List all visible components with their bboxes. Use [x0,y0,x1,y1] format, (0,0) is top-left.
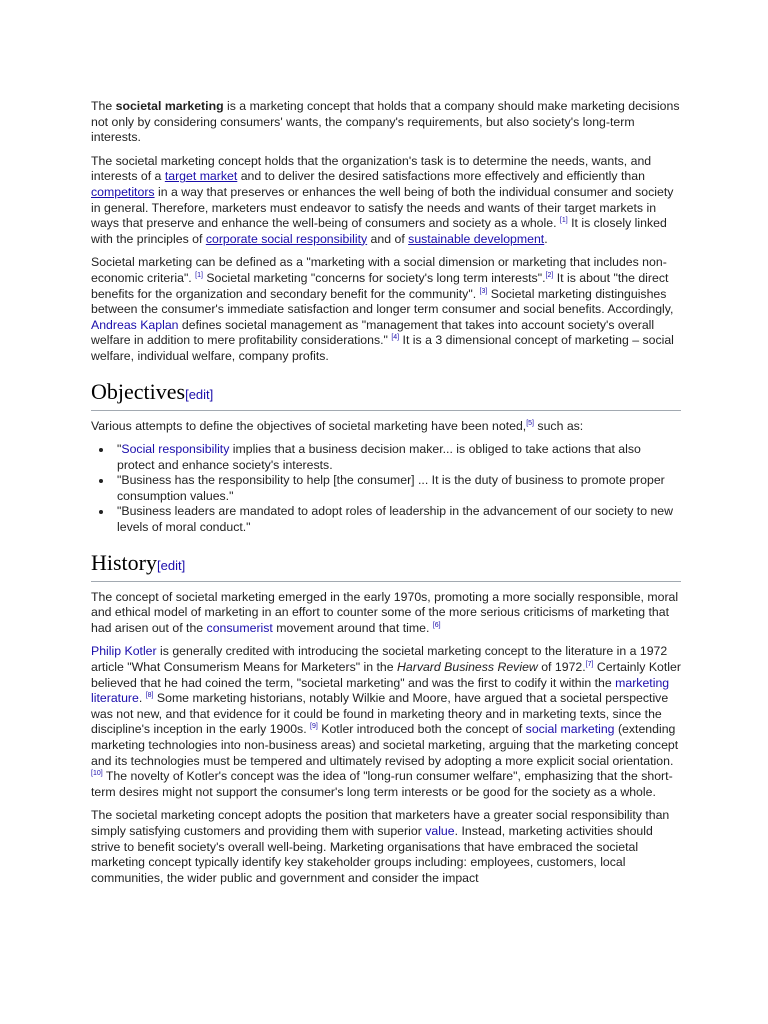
citation[interactable]: [3] [479,287,488,295]
link-value[interactable]: value [425,823,455,838]
list-item: • "Business leaders are mandated to adopt roles of leadership in the advancement of our society to new levels of moral conduct." [113,504,681,535]
citation[interactable]: [5] [526,419,535,427]
link-corporate-social-responsibility[interactable]: corporate social responsibility [205,231,368,246]
link-marketing-literature[interactable]: marketing literature [91,675,670,706]
section-heading-history: History[edit] [91,550,681,582]
link-consumerist[interactable]: consumerist [206,620,273,635]
objectives-list [91,442,681,536]
term-bold: societal marketing [115,99,224,113]
citation[interactable]: [1] [195,271,203,279]
intro-paragraph-3: Societal marketing can be defined as a "marketing with a social dimension or marketing that includes non-economic criteria". [1] Societal marketing "concerns for society's long term interests".[2] It is about "the direct benefits for the organization and secondary benefit for the community". [3] Societal marketing distinguishes between the consumer's immediate satisfaction and longer term consumer and social benefits. Accordingly, Andreas Kaplan defines societal management as "management that takes into account society's overall welfare in addition to mere profitability considerations." [4] It is a 3 dimensional concept of marketing – social welfare, individual welfare, company profits. [91,255,674,363]
intro-paragraph-1: The societal marketing is a marketing concept that holds that a company should make marketing decisions not only by considering consumers' wants, the company's requirements, but also society's long-term interests. [91,99,680,145]
link-target-market[interactable]: target market [164,169,238,184]
link-social-responsibility[interactable]: Social responsibility [121,442,230,457]
list-item: • "Business has the responsibility to help [the consumer] ... It is the duty of business to promote proper consumption values." [113,473,681,504]
citation[interactable]: [2] [545,271,554,279]
link-competitors[interactable]: competitors [91,184,155,199]
link-andreas-kaplan[interactable]: Andreas Kaplan [91,317,179,332]
section-heading-objectives: Objectives[edit] [91,379,681,411]
history-paragraph-3: The societal marketing concept adopts the position that marketers have a greater social responsibility than simply satisfying customers and providing them with superior value. Instead, marketing activities should strive to benefit society's overall well-being. Marketing organisations that have embraced the societal marketing concept typically identify key stakeholder groups including: employees, customers, local communities, the wider public and government and consider the impact [91,808,670,885]
intro-paragraph-2: The societal marketing concept holds that the organization's task is to determine the needs, wants, and interests of a target market and to deliver the desired satisfactions more effectively and efficiently than competitors in a way that preserves or enhances the well being of both the individual consumer and society in general. Therefore, marketers must endeavor to satisfy the needs and wants of their target markets in ways that preserve and enhance the well-being of consumers and society as a whole. [1] It is closely linked with the principles of corporate social responsibility and of sustainable development. [91,153,674,246]
list-item: • "Social responsibility implies that a business decision maker... is obliged to take actions that also protect and enhance society's interests. [113,442,681,473]
journal-title: Harvard Business Review [397,660,538,675]
history-paragraph-1: The concept of societal marketing emerged in the early 1970s, promoting a more socially responsible, moral and ethical model of marketing in an effort to counter some of the more serious criticisms of marketing that had arisen out of the consumerist movement around that time. [6] [91,589,679,635]
edit-link[interactable]: [edit] [185,386,214,402]
citation[interactable]: [8] [145,692,154,700]
link-sustainable-development[interactable]: sustainable development [408,231,545,246]
citation[interactable]: [10] [91,770,103,778]
objectives-paragraph: Various attempts to define the objectives of societal marketing have been noted,[5] such as: [91,418,584,433]
citation[interactable]: [4] [391,334,400,342]
citation[interactable]: [9] [310,723,318,731]
link-social-marketing[interactable]: social marketing [525,722,615,737]
edit-link[interactable]: [edit] [157,557,186,573]
link-philip-kotler[interactable]: Philip Kotler [91,644,157,659]
citation[interactable]: [7] [585,660,594,668]
citation[interactable]: [1] [559,217,568,225]
citation[interactable]: [6] [432,621,441,629]
article-body [91,99,681,894]
history-paragraph-2: Philip Kotler is generally credited with introducing the societal marketing concept to the literature in a 1972 article "What Consumerism Means for Marketers" in the Harvard Business Review of 1972.[7] Certainly Kotler believed that he had coined the term, "societal marketing" and was the first to codify it within the marketing literature. [8] Some marketing historians, notably Wilkie and Moore, have argued that a societal perspective was not new, and that evidence for it could be found in marketing theory and in marketing texts, since the discipline's inception in the early 1900s. [9] Kotler introduced both the concept of social marketing (extending marketing technologies into non-business areas) and societal marketing, arguing that the marketing concept and its technologies must be tempered and ultimately revised by adopting a more explicit social orientation.[10] The novelty of Kotler's concept was the idea of "long-run consumer welfare", emphasizing that the short-term desires might not support the consumer's long term interests or be good for the society as a whole. [91,644,681,799]
